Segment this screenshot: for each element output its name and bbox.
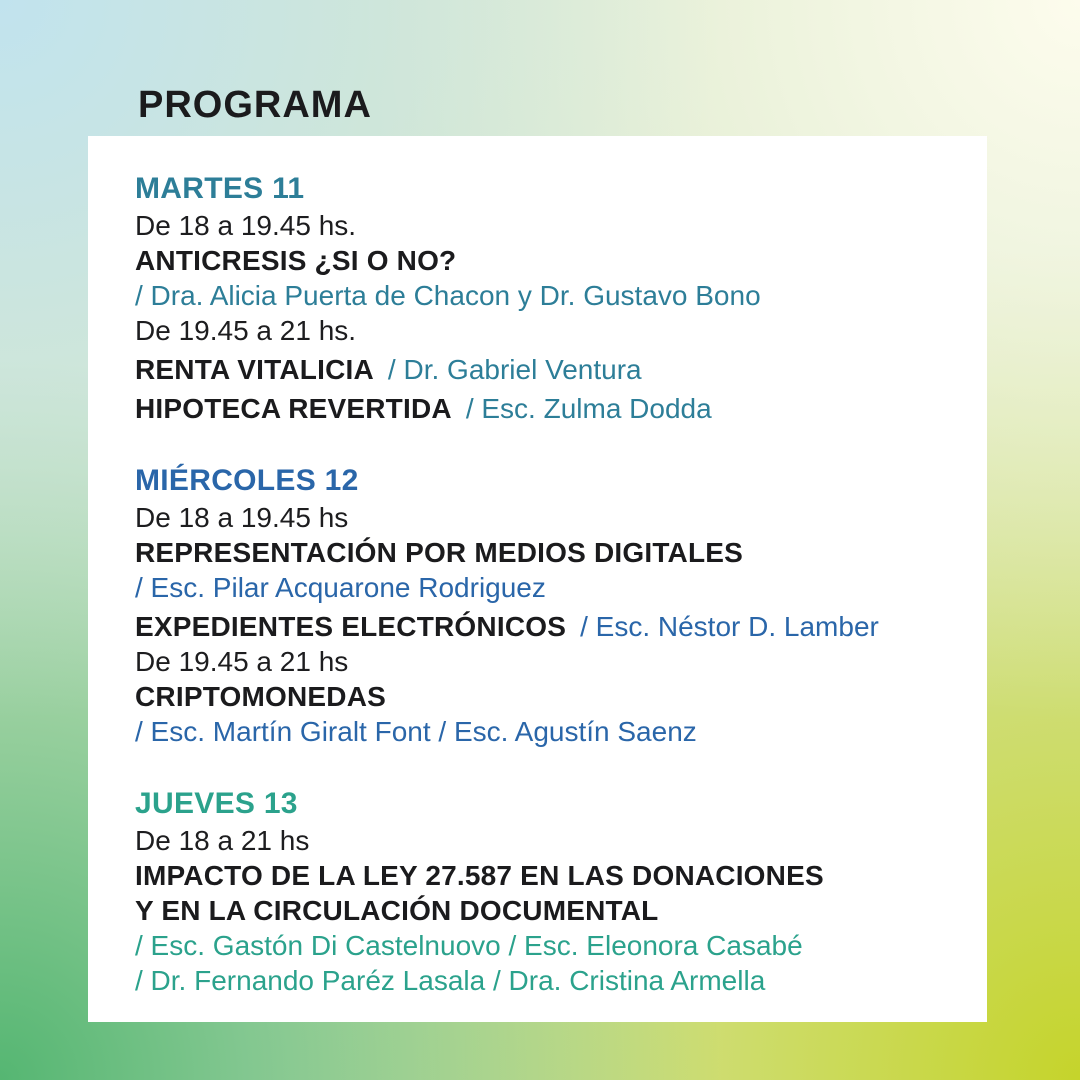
talk-title-text: CRIPTOMONEDAS (135, 681, 386, 712)
speaker-names: / Dr. Fernando Paréz Lasala / Dra. Cristina Armella (135, 965, 766, 996)
talk-title-text: REPRESENTACIÓN POR MEDIOS DIGITALES (135, 537, 744, 568)
day-header-martes: MARTES 11 (135, 172, 305, 205)
speaker-names: / Esc. Martín Giralt Font / Esc. Agustín Saenz (135, 716, 697, 747)
day-header-miercoles: MIÉRCOLES 12 (135, 464, 359, 497)
speaker-names: / Dra. Alicia Puerta de Chacon y Dr. Gustavo Bono (135, 280, 761, 311)
talk-with-speaker (135, 609, 947, 644)
speaker-names: / Esc. Gastón Di Castelnuovo / Esc. Eleonora Casabé (135, 930, 803, 961)
talk-title (135, 679, 947, 714)
time-slot (135, 644, 947, 679)
speaker-names: / Dr. Gabriel Ventura (387, 354, 642, 385)
talk-title-text: IMPACTO DE LA LEY 27.587 EN LAS DONACIONES (135, 860, 824, 891)
time-text: De 18 a 21 hs (135, 825, 310, 856)
talk-title (135, 535, 947, 570)
talk-title-text: HIPOTECA REVERTIDA (135, 393, 452, 424)
talk-title (135, 243, 947, 278)
talk-with-speaker (135, 391, 947, 426)
speaker-line (135, 278, 947, 313)
speaker-line (135, 928, 947, 963)
talk-title (135, 893, 947, 928)
talk-title-text: Y EN LA CIRCULACIÓN DOCUMENTAL (135, 895, 659, 926)
talk-title-text: ANTICRESIS ¿SI O NO? (135, 245, 457, 276)
day-header-jueves: JUEVES 13 (135, 787, 298, 820)
speaker-line (135, 570, 947, 605)
speaker-names: / Esc. Néstor D. Lamber (580, 611, 879, 642)
speaker-line (135, 963, 947, 998)
talk-title (135, 858, 947, 893)
program-card (88, 136, 987, 1022)
time-slot (135, 313, 947, 348)
time-slot (135, 823, 947, 858)
time-text: De 19.45 a 21 hs (135, 646, 349, 677)
time-text: De 18 a 19.45 hs (135, 502, 349, 533)
time-text: De 19.45 a 21 hs. (135, 315, 357, 346)
time-slot (135, 500, 947, 535)
speaker-names: / Esc. Pilar Acquarone Rodriguez (135, 572, 546, 603)
speaker-line (135, 714, 947, 749)
talk-title-text: RENTA VITALICIA (135, 354, 374, 385)
speaker-names: / Esc. Zulma Dodda (465, 393, 712, 424)
time-slot (135, 208, 947, 243)
time-text: De 18 a 19.45 hs. (135, 210, 357, 241)
talk-with-speaker (135, 352, 947, 387)
day-section-jueves (135, 785, 947, 998)
day-section-martes (135, 170, 947, 426)
day-section-miercoles (135, 462, 947, 749)
page-title: PROGRAMA (138, 84, 372, 126)
talk-title-text: EXPEDIENTES ELECTRÓNICOS (135, 611, 567, 642)
